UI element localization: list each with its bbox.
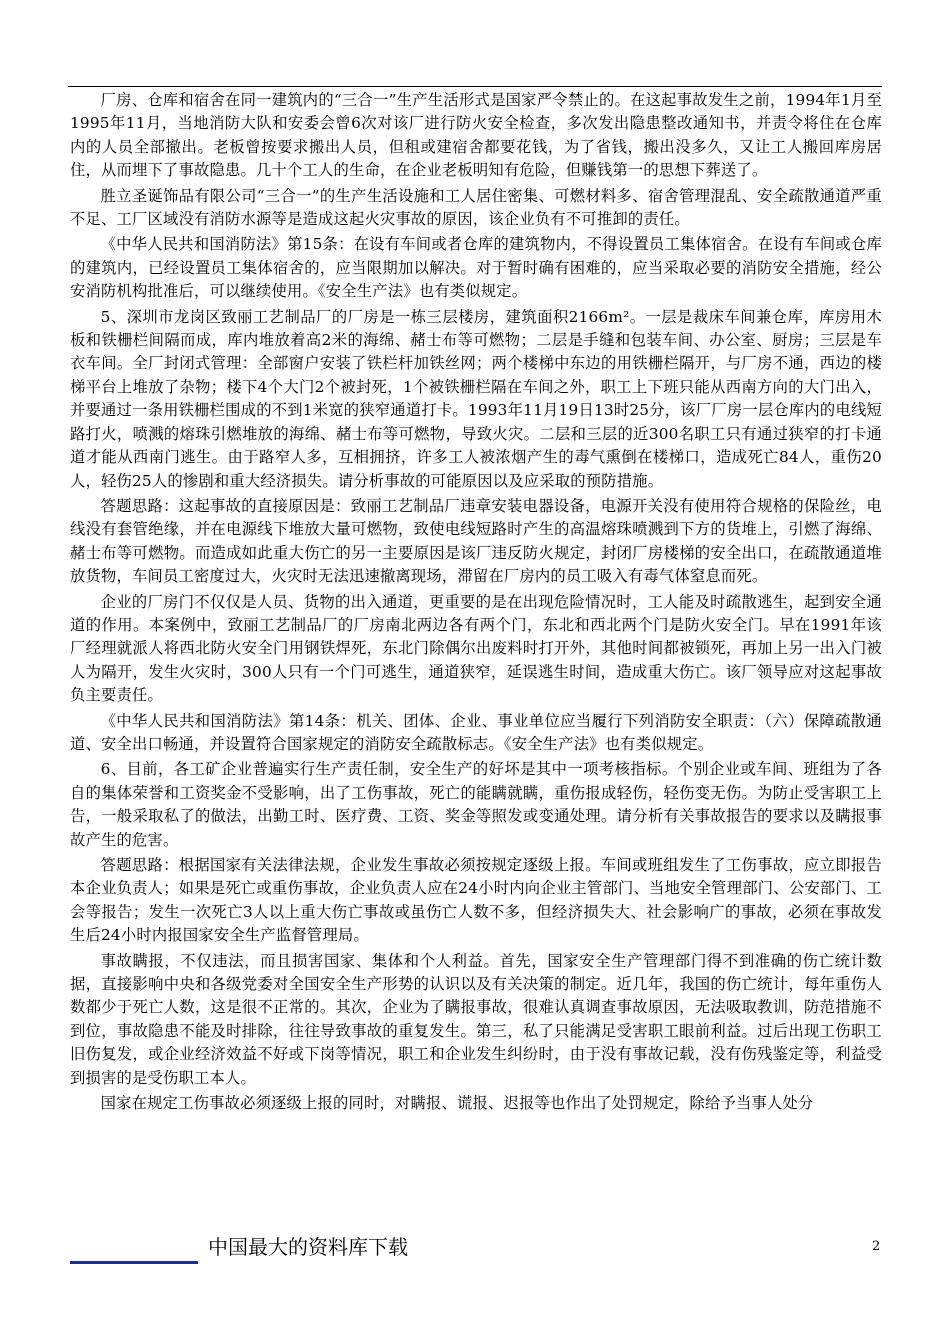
paragraph-8: 6、目前，各工矿企业普遍实行生产责任制，安全生产的好坏是其中一项考核指标。个别企业或车间、班组为了各自的集体荣誉和工资奖金不受影响，出了工伤事故，死亡的能瞒就瞒，重伤报成轻伤，轻伤变无伤。为防止受害职工上告，一般采取私了的做法，出勤工时、医疗费、工资、奖金等照发或变通处理。请分析有关事故报告的要求以及瞒报事故产生的危害。 [70,760,882,849]
paragraph-11: 国家在规定工伤事故必须逐级上报的同时，对瞒报、谎报、迟报等也作出了处罚规定，除给予当事人处分 [100,1094,814,1113]
paragraph-6: 企业的厂房门不仅仅是人员、货物的出入通道，更重要的是在出现危险情况时，工人能及时疏散逃生，起到安全通道的作用。本案例中，致丽工艺制品厂的厂房南北两边各有两个门，东北和西北两个门是防火安全门。早在1991年该厂经理就派人将西北防火安全门用钢铁焊死，东北门除偶尔出废料时打开外，其他时间都被锁死，再加上另一出入门被人为隔开，发生火灾时，300人只有一个门可逃生，通道狭窄，延误逃生时间，造成重大伤亡。该厂领导应对这起事故负主要责任。 [70,592,882,705]
paragraph-9: 答题思路：根据国家有关法律法规，企业发生事故必须按规定逐级上报。车间或班组发生了工伤事故，应立即报告本企业负责人；如果是死亡或重伤事故，企业负责人应在24小时内向企业主管部门、当地安全管理部门、公安部门、工会等报告；发生一次死亡3人以上重大伤亡事故或虽伤亡人数不多，但经济损失大、社会影响广的事故，必须在事故发生后24小时内报国家安全生产监督管理局。 [70,856,882,945]
paragraph-7: 《中华人民共和国消防法》第14条：机关、团体、企业、事业单位应当履行下列消防安全职责：（六）保障疏散通道、安全出口畅通，并设置符合国家规定的消防安全疏散标志。《安全生产法》也有类似规定。 [70,711,882,753]
paragraph-2: 胜立圣诞饰品有限公司“三合一”的生产生活设施和工人居住密集、可燃材料多、宿舍管理混乱、安全疏散通道严重不足、工厂区域没有消防水源等是造成这起火灾事故的原因，该企业负有不可推卸的责任。 [70,186,882,229]
footer-title: 中国最大的资料库下载 [208,1235,408,1259]
header-rule [68,86,882,87]
paragraph-1: 厂房、仓库和宿舍在同一建筑内的“三合一”生产生活形式是国家严令禁止的。在这起事故发生之前，1994年1月至1995年11月，当地消防大队和安委会曾6次对该厂进行防火安全检查，多次发出隐患整改通知书，并责令将住在仓库内的人员全部撤出。老板曾按要求搬出人员，但租或建宿舍都要花钱，为了省钱，搬出没多久，又让工人搬回库房居住，从而埋下了事故隐患。几十个工人的生命，在企业老板明知有危险，但赚钱第一的思想下葬送了。 [70,91,882,180]
paragraph-10: 事故瞒报，不仅违法，而且损害国家、集体和个人利益。首先，国家安全生产管理部门得不到准确的伤亡统计数据，直接影响中央和各级党委对全国安全生产形势的认识以及有关决策的制定。近几年，我国的伤亡统计，每年重伤人数都少于死亡人数，这是很不正常的。其次，企业为了瞒报事故，很难认真调查事故原因，无法吸取教训，防范措施不到位，事故隐患不能及时排除，往往导致事故的重复发生。第三，私了只能满足受害职工眼前利益。过后出现工伤职工旧伤复发，或企业经济效益不好或下岗等情况，职工和企业发生纠纷时，由于没有事故记载，没有伤残鉴定等，利益受到损害的是受伤职工本人。 [70,951,882,1087]
paragraph-5: 答题思路：这起事故的直接原因是：致丽工艺制品厂违章安装电器设备，电源开关没有使用符合规格的保险丝，电线没有套管绝缘，并在电源线下堆放大量可燃物，致使电线短路时产生的高温熔珠喷溅到下方的货堆上，引燃了海绵、赭士布等可燃物。而造成如此重大伤亡的另一主要原因是该厂违反防火规定，封闭厂房楼梯的安全出口，在疏散通道堆放货物，车间员工密度过大，火灾时无法迅速撤离现场，滞留在厂房内的员工吸入有毒气体窒息而死。 [70,496,882,586]
paragraph-4: 5、深圳市龙岗区致丽工艺制品厂的厂房是一栋三层楼房，建筑面积2166m²。一层是裁床车间兼仓库，库房用木板和铁栅栏间隔而成，库内堆放着高2米的海绵、赭士布等可燃物；二层是手缝和包装车间、办公室、厨房；三层是车衣车间。全厂封闭式管理：全部窗户安装了铁栏杆加铁丝网；两个楼梯中东边的用铁栅栏隔开，与厂房不通，西边的楼梯平台上堆放了杂物；楼下4个大门2个被封死，1个被铁栅栏隔在车间之外，职工上下班只能从西南方向的大门出入，并要通过一条用铁栅栏围成的不到1米宽的狭窄通道打卡。1993年11月19日13时25分，该厂厂房一层仓库内的电线短路打火，喷溅的熔珠引燃堆放的海绵、赭士布等可燃物，导致火灾。二层和三层的近300名职工只有通过狭窄的打卡通道才能从西南门逃生。由于路窄人多，互相拥挤，许多工人被浓烟产生的毒气熏倒在楼梯口，造成死亡84人，重伤20人，轻伤25人的惨剧和重大经济损失。请分析事故的可能原因以及应采取的预防措施。 [70,307,882,490]
document-body [70,89,882,1115]
page-number: 2 [872,1239,881,1254]
footer-rule [70,1261,198,1264]
paragraph-3: 《中华人民共和国消防法》第15条：在设有车间或者仓库的建筑物内，不得设置员工集体宿舍。在设有车间或仓库的建筑内，已经设置员工集体宿舍的，应当限期加以解决。对于暂时确有困难的，应当采取必要的消防安全措施，经公安消防机构批准后，可以继续使用。《安全生产法》也有类似规定。 [70,235,882,301]
